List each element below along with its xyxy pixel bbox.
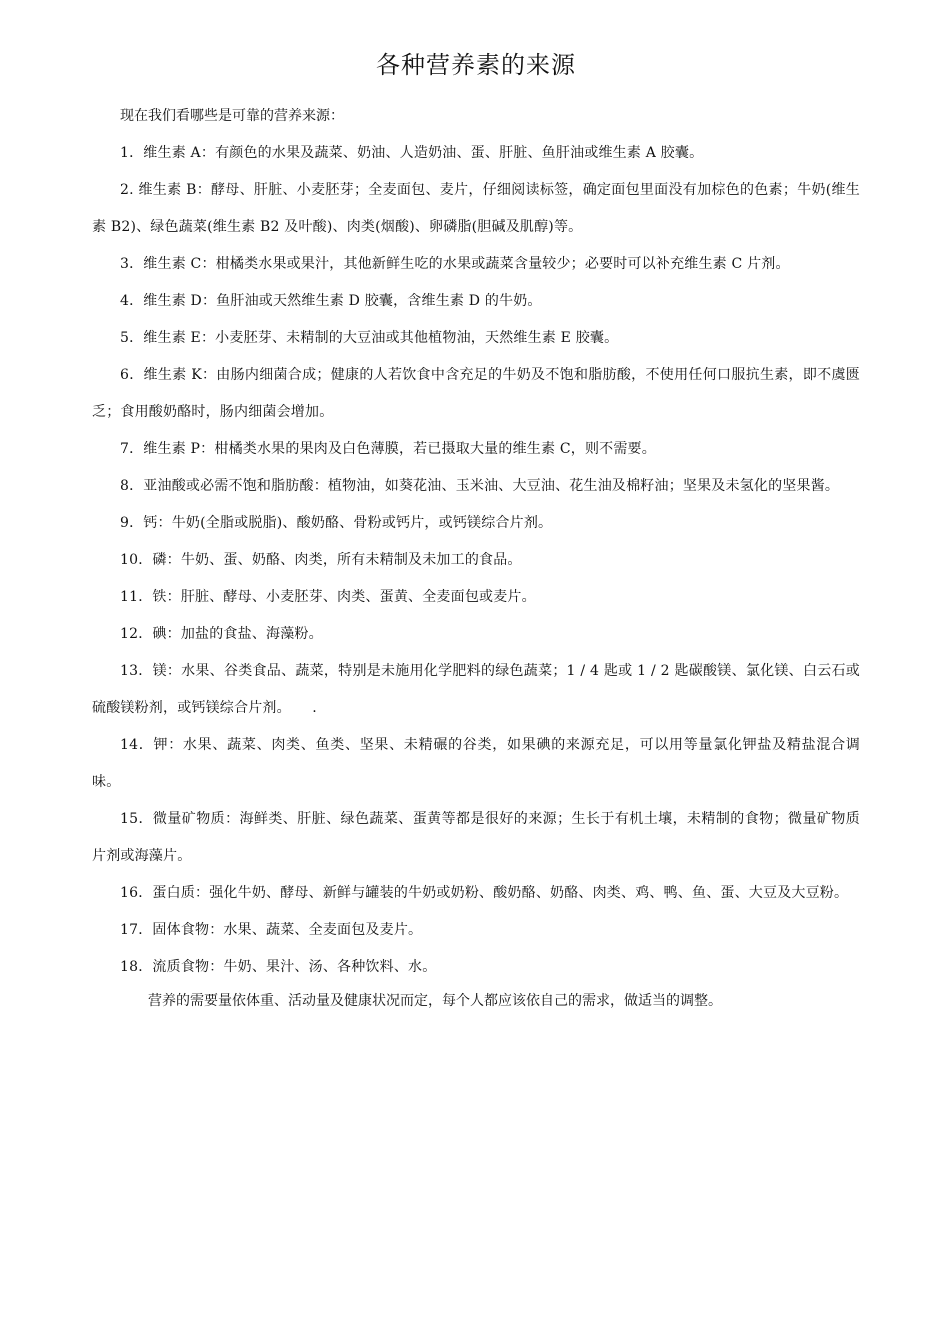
nutrient-item-vitamin-b: 2. 维生素 B：酵母、肝脏、小麦胚芽；全麦面包、麦片，仔细阅读标签，确定面包里面没有加棕色的色素；牛奶(维生素 B2)、绿色蔬菜(维生素 B2 及叶酸)、肉类(烟酸)、卵磷脂(胆碱及肌醇)等。 <box>92 182 860 235</box>
nutrient-item-phosphorus: 10．磷：牛奶、蛋、奶酪、肉类，所有未精制及未加工的食品。 <box>120 552 522 568</box>
nutrient-item-vitamin-a: 1．维生素 A：有颜色的水果及蔬菜、奶油、人造奶油、蛋、肝脏、鱼肝油或维生素 A 胶囊。 <box>120 145 704 161</box>
intro-paragraph: 现在我们看哪些是可靠的营养来源： <box>120 108 344 124</box>
nutrient-item-iodine: 12．碘：加盐的食盐、海藻粉。 <box>120 626 323 642</box>
nutrient-item-vitamin-c: 3．维生素 C：柑橘类水果或果汁，其他新鲜生吃的水果或蔬菜含量较少；必要时可以补充维生素 C 片剂。 <box>120 256 790 272</box>
document-page <box>92 48 860 1016</box>
closing-paragraph: 营养的需要量依体重、活动量及健康状况而定，每个人都应该依自己的需求，做适当的调整。 <box>148 993 722 1009</box>
nutrient-item-vitamin-d: 4．维生素 D：鱼肝油或天然维生素 D 胶囊，含维生素 D 的牛奶。 <box>120 293 542 309</box>
nutrient-item-trace-minerals: 15．微量矿物质：海鲜类、肝脏、绿色蔬菜、蛋黄等都是很好的来源；生长于有机土壤，未精制的食物；微量矿物质片剂或海藻片。 <box>92 811 860 864</box>
nutrient-item-calcium: 9．钙：牛奶(全脂或脱脂)、酸奶酪、骨粉或钙片，或钙镁综合片剂。 <box>120 515 553 531</box>
nutrient-item-vitamin-e: 5．维生素 E：小麦胚芽、未精制的大豆油或其他植物油，天然维生素 E 胶囊。 <box>120 330 619 346</box>
nutrient-item-iron: 11．铁：肝脏、酵母、小麦胚芽、肉类、蛋黄、全麦面包或麦片。 <box>120 589 536 605</box>
nutrient-item-liquid-food: 18．流质食物：牛奶、果汁、汤、各种饮料、水。 <box>120 959 437 975</box>
nutrient-item-solid-food: 17．固体食物：水果、蔬菜、全麦面包及麦片。 <box>120 922 423 938</box>
nutrient-item-vitamin-k: 6．维生素 K：由肠内细菌合成；健康的人若饮食中含充足的牛奶及不饱和脂肪酸，不使用任何口服抗生素，即不虞匮乏；食用酸奶酪时，肠内细菌会增加。 <box>92 367 860 420</box>
nutrient-item-linoleic-acid: 8．亚油酸或必需不饱和脂肪酸：植物油，如葵花油、玉米油、大豆油、花生油及棉籽油；坚果及未氢化的坚果酱。 <box>120 478 840 494</box>
nutrient-item-magnesium: 13．镁：水果、谷类食品、蔬菜，特别是未施用化学肥料的绿色蔬菜；1 / 4 匙或 1 / 2 匙碳酸镁、氯化镁、白云石或硫酸镁粉剂，或钙镁综合片剂。 . <box>92 663 860 716</box>
page-title: 各种营养素的来源 <box>376 51 576 79</box>
nutrient-item-vitamin-p: 7．维生素 P：柑橘类水果的果肉及白色薄膜，若已摄取大量的维生素 C，则不需要。 <box>120 441 656 457</box>
nutrient-item-potassium: 14．钾：水果、蔬菜、肉类、鱼类、坚果、未精碾的谷类，如果碘的来源充足，可以用等量氯化钾盐及精盐混合调味。 <box>92 737 860 790</box>
nutrient-item-protein: 16．蛋白质：强化牛奶、酵母、新鲜与罐装的牛奶或奶粉、酸奶酪、奶酪、肉类、鸡、鸭、鱼、蛋、大豆及大豆粉。 <box>120 885 849 901</box>
